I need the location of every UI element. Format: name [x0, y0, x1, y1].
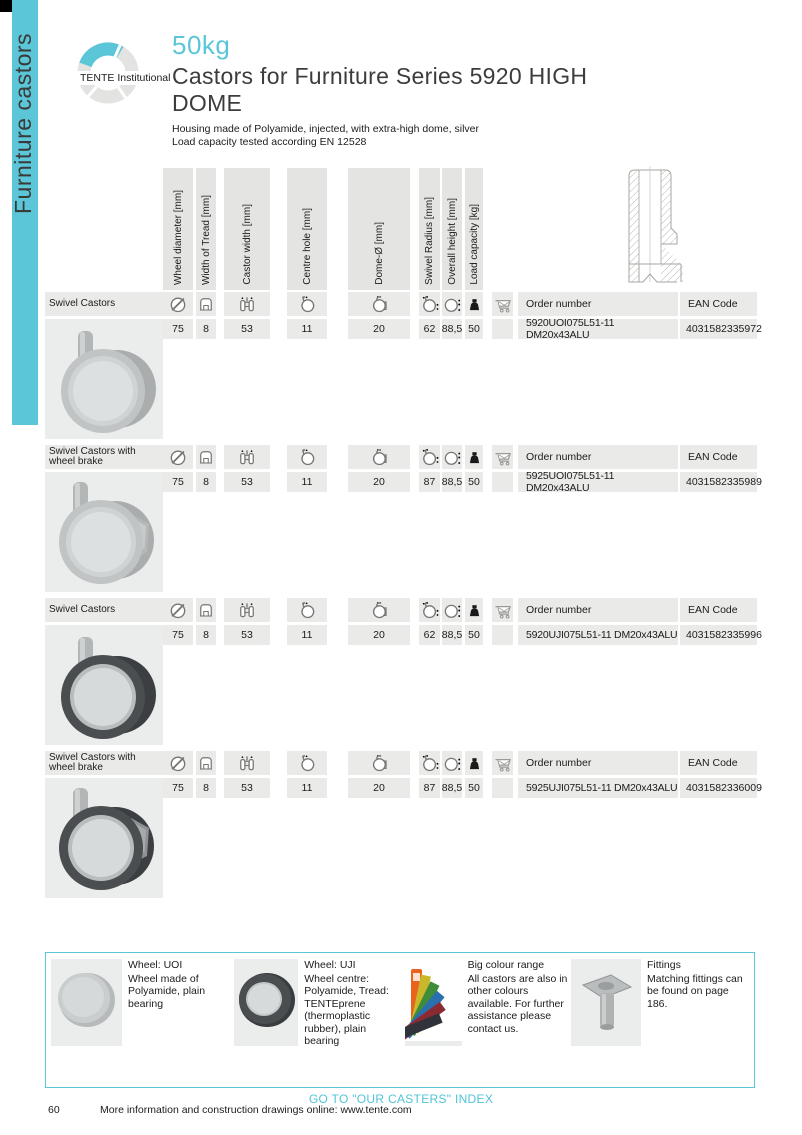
value-overall-height: 88,5 — [442, 625, 462, 645]
ean-code-value: 4031582335996 — [680, 625, 757, 645]
load-capacity-icon — [465, 598, 483, 622]
overall-height-icon — [442, 751, 462, 775]
load-capacity-icon — [465, 751, 483, 775]
casters-index-link[interactable]: GO TO "OUR CASTERS" INDEX — [308, 1092, 494, 1106]
value-dome-diameter: 20 — [348, 625, 410, 645]
order-number-header: Order number — [518, 292, 678, 316]
ean-code-header: EAN Code — [680, 751, 757, 775]
wheel-diameter-icon — [163, 445, 193, 469]
tread-width-icon — [196, 751, 216, 775]
load-class-heading: 50kg — [172, 30, 231, 60]
cart-icon — [492, 751, 513, 775]
wheel-uoi-photo — [51, 959, 122, 1046]
info-item-wheel-uji — [234, 959, 404, 1081]
info-text: All castors are also in other colours available. For further assistance please contact us. — [467, 972, 568, 1035]
info-title: Fittings — [647, 959, 681, 971]
wheel-uji-photo — [234, 959, 298, 1046]
dome-diameter-icon — [348, 292, 410, 316]
info-text: Wheel made of Polyamide, plain bearing — [128, 972, 206, 1010]
cart-icon — [492, 292, 513, 316]
value-tread-width: 8 — [196, 319, 216, 339]
column-headers — [163, 168, 757, 290]
product-row-5920-uoi — [45, 292, 762, 439]
sidebar-category-label: Furniture castors — [9, 32, 36, 214]
colour-fan-image — [405, 959, 462, 1046]
value-wheel-diameter: 75 — [163, 625, 193, 645]
fitting-photo — [571, 959, 641, 1046]
page-corner-mark — [0, 0, 12, 12]
swivel-radius-icon — [419, 292, 440, 316]
row-label: Swivel Castors — [45, 598, 163, 622]
tente-logo-text: TENTE Institutional — [77, 71, 173, 85]
info-text: Matching fittings can be found on page 186. — [647, 972, 743, 1010]
value-load-capacity: 50 — [465, 778, 483, 798]
wheel-diameter-icon — [163, 292, 193, 316]
product-photo-uji — [45, 625, 163, 745]
order-number-value: 5920UJI075L51-11 DM20x43ALU — [518, 625, 678, 645]
footer-info-text: More information and construction drawings online: www.tente.com — [100, 1104, 412, 1116]
order-number-header: Order number — [518, 598, 678, 622]
castor-width-icon — [224, 445, 270, 469]
ean-code-value: 4031582336009 — [680, 778, 757, 798]
value-dome-diameter: 20 — [348, 778, 410, 798]
overall-height-icon — [442, 445, 462, 469]
value-centre-hole: 11 — [287, 319, 327, 339]
value-overall-height: 88,5 — [442, 778, 462, 798]
overall-height-icon — [442, 292, 462, 316]
value-overall-height: 88,5 — [442, 472, 462, 492]
load-capacity-icon — [465, 445, 483, 469]
product-photo-uoi-brake — [45, 472, 163, 592]
centre-hole-icon — [287, 292, 327, 316]
column-header-swivel-radius: Swivel Radius [mm] — [419, 168, 440, 290]
castor-width-icon — [224, 598, 270, 622]
column-header-overall-height: Overall height [mm] — [442, 168, 462, 290]
ean-code-header: EAN Code — [680, 292, 757, 316]
value-swivel-radius: 62 — [419, 625, 440, 645]
value-wheel-diameter: 75 — [163, 319, 193, 339]
load-capacity-icon — [465, 292, 483, 316]
column-header-dome-diameter: Dome-Ø [mm] — [348, 168, 410, 290]
order-number-header: Order number — [518, 445, 678, 469]
column-header-wheel-diameter: Wheel diameter [mm] — [163, 168, 193, 290]
dome-diameter-icon — [348, 751, 410, 775]
centre-hole-icon — [287, 445, 327, 469]
value-overall-height: 88,5 — [442, 319, 462, 339]
ean-code-header: EAN Code — [680, 445, 757, 469]
cart-cell — [492, 472, 513, 492]
page-title: Castors for Furniture Series 5920 HIGH DOME — [172, 63, 588, 116]
cart-cell — [492, 625, 513, 645]
cart-icon — [492, 598, 513, 622]
order-number-header: Order number — [518, 751, 678, 775]
column-header-castor-width: Castor width [mm] — [224, 168, 270, 290]
value-load-capacity: 50 — [465, 472, 483, 492]
swivel-radius-icon — [419, 445, 440, 469]
subtitle-line-1: Housing made of Polyamide, injected, with extra-high dome, silver — [172, 123, 479, 135]
value-castor-width: 53 — [224, 625, 270, 645]
wheel-diameter-icon — [163, 751, 193, 775]
castor-width-icon — [224, 751, 270, 775]
product-photo-uoi — [45, 319, 163, 439]
value-centre-hole: 11 — [287, 625, 327, 645]
product-row-5925-uji — [45, 751, 762, 898]
row-label: Swivel Castors with wheel brake — [45, 445, 163, 469]
product-row-5925-uoi — [45, 445, 762, 592]
tread-width-icon — [196, 598, 216, 622]
value-swivel-radius: 87 — [419, 472, 440, 492]
swivel-radius-icon — [419, 751, 440, 775]
value-centre-hole: 11 — [287, 472, 327, 492]
order-number-value: 5925UJI075L51-11 DM20x43ALU — [518, 778, 678, 798]
info-item-wheel-uoi — [51, 959, 234, 1081]
value-tread-width: 8 — [196, 778, 216, 798]
value-load-capacity: 50 — [465, 625, 483, 645]
row-label: Swivel Castors — [45, 292, 163, 316]
cart-cell — [492, 319, 513, 339]
value-swivel-radius: 87 — [419, 778, 440, 798]
info-text: Wheel centre: Polyamide, Tread: TENTEprene (thermoplastic rubber), plain bearing — [304, 972, 389, 1047]
column-header-tread-width: Width of Tread [mm] — [196, 168, 216, 290]
info-item-colour-range — [405, 959, 571, 1081]
value-dome-diameter: 20 — [348, 472, 410, 492]
info-box — [45, 952, 755, 1088]
value-tread-width: 8 — [196, 625, 216, 645]
overall-height-icon — [442, 598, 462, 622]
swivel-radius-icon — [419, 598, 440, 622]
castor-width-icon — [224, 292, 270, 316]
value-castor-width: 53 — [224, 472, 270, 492]
info-title: Big colour range — [467, 959, 545, 971]
tread-width-icon — [196, 292, 216, 316]
tread-width-icon — [196, 445, 216, 469]
value-castor-width: 53 — [224, 778, 270, 798]
order-number-value: 5925UOI075L51-11 DM20x43ALU — [518, 472, 678, 492]
centre-hole-icon — [287, 751, 327, 775]
ean-code-header: EAN Code — [680, 598, 757, 622]
ean-code-value: 4031582335989 — [680, 472, 757, 492]
row-label: Swivel Castors with wheel brake — [45, 751, 163, 775]
page-number: 60 — [48, 1104, 60, 1116]
column-header-load-capacity: Load capacity [kg] — [465, 168, 483, 290]
subtitle-line-2: Load capacity tested according EN 12528 — [172, 136, 367, 148]
product-row-5920-uji — [45, 598, 762, 745]
cart-icon — [492, 445, 513, 469]
ean-code-value: 4031582335972 — [680, 319, 757, 339]
column-header-centre-hole: Centre hole [mm] — [287, 168, 327, 290]
value-wheel-diameter: 75 — [163, 778, 193, 798]
product-table — [45, 168, 762, 904]
product-photo-uji-brake — [45, 778, 163, 898]
value-tread-width: 8 — [196, 472, 216, 492]
value-load-capacity: 50 — [465, 319, 483, 339]
value-wheel-diameter: 75 — [163, 472, 193, 492]
cart-cell — [492, 778, 513, 798]
info-title: Wheel: UJI — [304, 959, 356, 971]
value-swivel-radius: 62 — [419, 319, 440, 339]
info-title: Wheel: UOI — [128, 959, 183, 971]
value-centre-hole: 11 — [287, 778, 327, 798]
centre-hole-icon — [287, 598, 327, 622]
dome-diameter-icon — [348, 445, 410, 469]
value-castor-width: 53 — [224, 319, 270, 339]
value-dome-diameter: 20 — [348, 319, 410, 339]
dome-diameter-icon — [348, 598, 410, 622]
order-number-value: 5920UOI075L51-11 DM20x43ALU — [518, 319, 678, 339]
wheel-diameter-icon — [163, 598, 193, 622]
info-item-fittings — [571, 959, 749, 1081]
page-header — [172, 30, 642, 149]
